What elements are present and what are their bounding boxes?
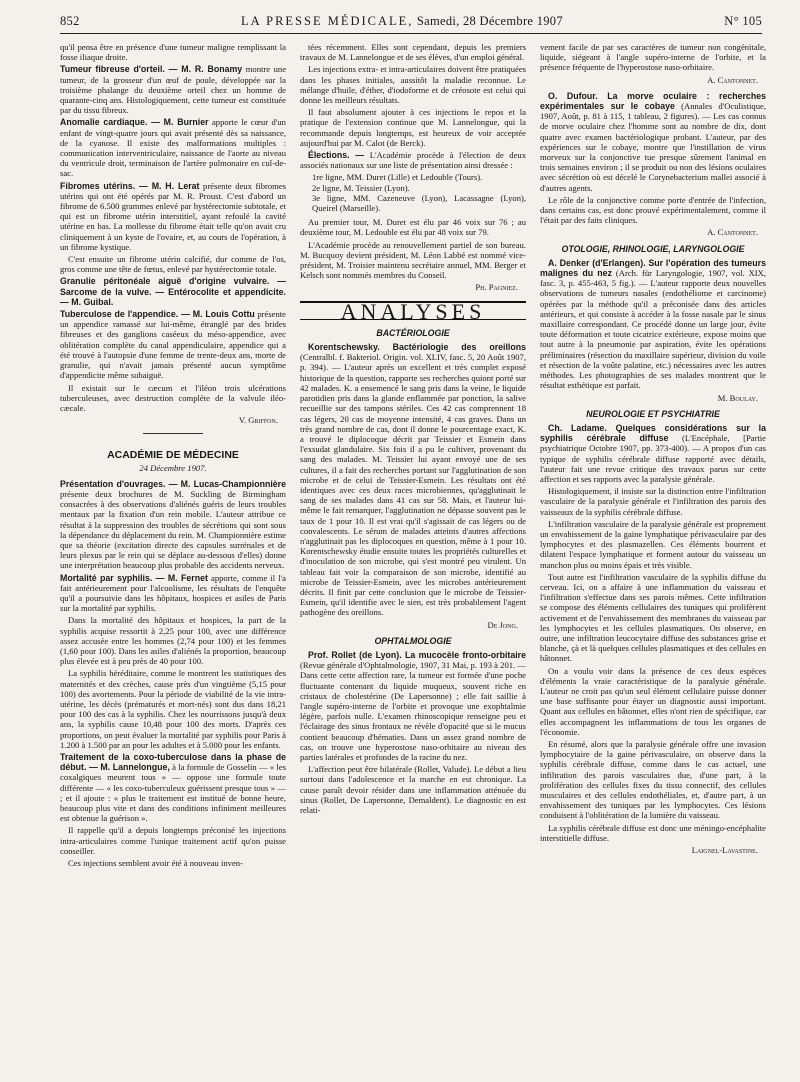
- article-heading: Présentation d'ouvrages. — M. Lucas-Championnière: [60, 478, 286, 489]
- article: [60, 254, 286, 274]
- article-heading: Tuberculose de l'appendice. — M. Louis Cottu: [60, 309, 255, 320]
- article: [60, 181, 286, 252]
- signature: Ph. Pagniez.: [475, 282, 518, 293]
- paragraph: Il faut absolument ajouter à ces injections le repos et la pratique de l'extension continue que M. Lannelongue, qui la recommande depuis longtemps, est heureux de voir acceptée aujourd'hui par M. Calot (de Berck).: [300, 107, 526, 148]
- column-3: [540, 42, 766, 870]
- subsection-title: BACTÉRIOLOGIE: [376, 327, 450, 338]
- article-heading: Korentschewsky. Bactériologie des oreillons: [308, 342, 526, 353]
- paragraph: C'est ensuite un fibrome utérin calcifié, dur comme de l'os, gros comme une tête de fœtus, enlevé par hystérectomie totale.: [60, 254, 286, 275]
- journal-title: LA PRESSE MÉDICALE,: [241, 14, 414, 28]
- article-heading: Traitement de la coxo-tuberculose dans la phase de début. — M. Lannelongue,: [60, 752, 286, 773]
- article: [60, 64, 286, 115]
- issue-number: N° 105: [724, 14, 762, 28]
- list-item: 3e ligne, MM. Cazeneuve (Lyon), Lacassagne (Lyon), Queirel (Marseille).: [312, 192, 526, 214]
- paragraph: Histologiquement, il insiste sur la distinction entre l'infiltration vasculaire de la paralysie générale et l'infiltration des parois des vaisseaux de la syphilis cérébrale diffuse.: [540, 486, 766, 517]
- issue-date: Samedi, 28 Décembre 1907: [416, 14, 563, 28]
- paragraph: (Centralbl. f. Bakteriol. Origin. vol. XLIV, fasc. 5, 20 Août 1907, p. 394). — L'auteur après un excellent et très complet exposé historique de la question, rapporte ses recherches quiont porté sur 42 malades. K. a ensemencé le sang pris dans la veine, le liquide parotidien pris dans la glande enflammée par ponction, la salive recueillie sur des tampons stériles. Ces 42 cas comprennent 18 cas légers, 20 cas de moyenne intensité, 4 cas graves. Dans un très grand nombre de cas, dont il donne le pourcentage exact, K. a trouvé le diplocoque décrit par Teissier et Esmein dans l'exsudat glandulaire. Six fois il a pu le cultiver, provenant du sang des malades. M. Teissier lui ayant envoyé une de ses cultures, il a fait des recherches portant sur l'agglutination de son microbe et de celui de Teissier-Esmein. Les résultats ont été identiques avec ces deux races microbiennes, qu'agglutinait le sang de ses malades dans 41 cas sur 58. Mais, et l'auteur lui-même le fait remarquer, l'agglutination ne dépasse souvent pas le taux de 1 pour 10. Il est vrai qu'il s'agissait de cas légers ou de convalescents. Le sérum de malades atteints d'autres affections n'agglutinait pas les diplocoques en question, même à 1 pour 10. Korentschewsky étudie ensuite toutes les propriétés culturelles et d'inoculation de son microbe, qui s'est montré peu virulent. Un tableau fait voir la comparaison de son microbe, identifié au microbe de Teissier-Esmein, avec les microbes antérieurement décrits. Il finit par cette conclusion que le microbe de Teissier-Esmein, qu'il identifie avec le sien, est très probablement l'agent pathogène des oreillons.: [300, 352, 526, 618]
- paragraph: L'affection peut être bilatérale (Rollet, Valude). Le début a lieu surtout dans l'adolescence et la marche en est chronique. La cause paraît devoir résider dans une inflammation atténuée du sinus (Rollet, De Lapersonne, Demaldent). Le diagnostic en est relati-: [300, 764, 526, 816]
- article: [60, 668, 286, 750]
- paragraph: (Revue générale d'Ophtalmologie, 1907, 31 Mai, p. 193 à 201. — Dans cette cette affection rare, la tumeur est formée d'une poche fluctuante contenant du liquide muqueux, souvent riche en cristaux de cholestérine (De Lapersonne) ; elle fait saillie à l'angle supéro-interne de l'orbite et provoque une exophtalmie légère, parfois nulle. L'examen rhinoscopique renseigne peu et l'éclairage des sinus frontaux ne révèle d'opacité que si le mucus contient beaucoup d'hématies. Dans un assez grand nombre de cas, on trouve une hyperostose naso-orbitaire au niveau des parties latérales et profondes de la racine du nez.: [300, 660, 526, 762]
- paragraph: apporte le cœur d'un enfant de vingt-quatre jours qui avait présenté dès sa naissance, de la cyanose. Il existe des malformations multiples : communication interventriculaire, naissance de l'aorte au niveau du ventricule droit, terminaison de l'artère pulmonaire en cul-de-sac.: [60, 117, 286, 179]
- section-title-academy: ACADÉMIE DE MÉDECINE: [107, 449, 239, 462]
- running-head: [60, 14, 762, 34]
- paragraph: La syphilis héréditaire, comme le montrent les statistiques des maternités et des crèches, cause près d'un vingtième (5,15 pour 100) des avortements. Pour la période de viabilité de la vie intra-utérine, les décès (prématurés et mort-nés) sont dus dans 18,21 pour 100 des cas à la syphilis. Chez les nourrissons jusqu'à deux ans, la syphilis cause 10,48 pour 100 des morts. D'après ces proportions, on peut évaluer la mortalité par syphilis pour Paris à 1.200 à 1.500 par an pour les adultes et à 5.000 pour les enfants.: [60, 668, 286, 750]
- paragraph: Il existait sur le cæcum et l'iléon trois ulcérations tuberculeuses, avec destruction complète de la valvule iléo-cæcale.: [60, 382, 286, 413]
- signature: Laignel-Lavastine.: [691, 845, 758, 856]
- article-heading: Fibromes utérins. — M. H. Lerat: [60, 180, 200, 191]
- subsection-title: NEUROLOGIE ET PSYCHIATRIE: [586, 408, 720, 419]
- signature: A. Cantonnet.: [707, 74, 758, 85]
- signature: M. Boulay.: [717, 392, 758, 403]
- article-heading: Ch. Ladame. Quelques considérations sur la syphilis cérébrale diffuse: [540, 422, 766, 444]
- paragraph: L'Académie procède à l'élection de deux associés nationaux sur une liste de présentation ainsi dressée :: [300, 150, 526, 171]
- article: [60, 276, 286, 307]
- paragraph: On a voulu voir dans la présence de ces deux espèces d'éléments la vraie caractéristique de la paralysie générale. L'auteur ne croit pas qu'un seul élément cellulaire puisse donner une base suffisante pour étayer un diagnostic aussi important. Quant aux cellules en bâtonnet, elles n'ont rien de spécifique, car elles accompagnent les inflammations de tous les organes de l'économie.: [540, 665, 766, 737]
- paragraph: Les injections extra- et intra-articulaires doivent être pratiquées dans les phases initiales, aussitôt la maladie reconnue. Le mélange d'huile, d'éther, d'iodoforme et de créosote est celui qui donne les meilleurs résultats.: [300, 64, 526, 106]
- paragraph: présente un appendice ramassé sur lui-même, étranglé par des brides fibreuses et des ganglions caséeux du méso-appendice, avec oblitération complète du canal appendiculaire, appendice qui a été trouvé à l'autopsie d'une femme de trente-deux ans, morte de granulie, qui n'avait jamais présenté aucun symptôme d'appendicite même subaiguë.: [60, 309, 286, 381]
- article-heading: Anomalie cardiaque. — M. Burnier: [60, 117, 209, 128]
- article-heading: Granulie péritonéale aiguë d'origine vulvaire. — Sarcome de la vulve. — Entérocolite et appendicite. — M. Guibal.: [60, 276, 286, 307]
- divider: [143, 433, 203, 434]
- paragraph: (Arch. für Laryngologie, 1907, vol. XIX, fasc. 3, p. 455-463, 5 fig.). — L'auteur rapporte deux nouvelles observations de tumeurs nasales (endothéliome et carcinome) opérées par la méthode qu'il a préconisée dans des articles antérieurs, et qui consiste à accéder à la fosse nasale par le sinus maxillaire correspondant. Ce procédé donne un large jour, évite toute déformation et toute cicatrice extérieure, expose moins que tout autre à la pneumonie par aspiration, évite les opérations préliminaires (résection du maxillaire supérieur, division du voile et résection de la voûte palatine, etc.) nécessaires avec les autres méthodes. Les photographies de ses malades montrent que le résultat esthétique est parfait.: [540, 268, 766, 391]
- signature: A. Cantonnet.: [707, 227, 758, 238]
- paragraph: montre une tumeur, de la grosseur d'un œuf de poule, développée sur la troisième phalange du deuxième orteil chez un homme de quarante-cinq ans. Histologiquement, cette tumeur est constituée par du tissu fibreux.: [60, 64, 287, 116]
- article-heading: Tumeur fibreuse d'orteil. — M. R. Bonamy: [60, 64, 243, 75]
- paragraph: En résumé, alors que la paralysie générale offre une invasion lymphocytaire de la gaine périvasculaire, on observe dans la syphilis cérébrale diffuse, comme dans le cas actuel, une infiltration des parois vasculaires due, d'une part, à la prolifération des cellules fixes du tissu connectif, des cellules musculaires et des cellules endothéliales, et, d'autre part, à un envahissement des tuniques par les lymphocytes. Ces lésions conduisent à l'oblitération de la lumière du vaisseau.: [540, 739, 766, 821]
- paragraph: qu'il pensa être en présence d'une tumeur maligne remplissant la fosse iliaque droite.: [60, 42, 286, 63]
- paragraph: apporte, comme il l'a fait antérieurement pour l'alcoolisme, les résultats de l'enquête qu'il a poursuivie dans les hôpitaux, hospices et asiles de Paris sur la mortalité par syphilis.: [60, 572, 286, 614]
- subsection-title: OPHTALMOLOGIE: [374, 635, 452, 646]
- page-number: 852: [60, 14, 80, 28]
- paragraph: Le rôle de la conjonctive comme porte d'entrée de l'infection, dans certains cas, est donc prouvé expérimentalement, comme il l'était par des faits cliniques.: [540, 194, 766, 226]
- article: [60, 858, 286, 868]
- paragraph: La syphilis cérébrale diffuse est donc une méningo-encéphalite interstitielle diffuse.: [540, 822, 766, 843]
- paragraph: L'infiltration vasculaire de la paralysie générale est proprement un envahissement de la gaine lymphatique périvasculaire par des lymphocytes et des plasmazellen. Ces éléments bourrent et dilatent l'espace lymphatique et forment autour du vaisseau un manchon plus ou moins épais et très visible.: [540, 518, 766, 570]
- paragraph: à la formule de Gosselin — « les coxalgiques meurent tous » — oppose une formule toute différente — « les coxo-tuberculeux guérissent presque tous » — ; et il ajoute : « plus le traitement est institué de bonne heure, beaucoup plus vite et dans des conditions infiniment meilleures est obtenue la guérison ».: [60, 762, 287, 824]
- article: [60, 479, 286, 571]
- article: [60, 383, 286, 414]
- column-1: [60, 42, 286, 870]
- paragraph: présente deux brochures de M. Suckling de Birmingham consacrées à des observations d'aliénés guéris de leurs troubles mentaux par la fixation d'un rein mobile. L'auteur attribue ce résultat à la suppression des troubles de sécrétions qui sont sous la dépendance du déplacement du rein. M. Championnière estime que sa théorie (excitation directe des capsules surrénales et de leurs plexus par le rein qui se déplace au-dessous d'elles) donne une interprétation beaucoup plus probable des accidents nerveux.: [60, 488, 286, 571]
- article-heading: A. Denker (d'Erlangen). Sur l'opération des tumeurs malignes du nez: [540, 257, 766, 279]
- paragraph: Tout autre est l'infiltration vasculaire de la syphilis diffuse du cerveau. Ici, on a affaire à une inflammation du vaisseau et l'infiltration s'effectue dans ses parois mêmes. Cette infiltration se compose des éléments cellulaires des tuniques qui prolifèrent activement et de l'envahissement des membranes du vaisseau par les lymphocytes et les cellules plasmatiques. On observe, en outre, une infiltration leucocytaire diffuse des substances grise et blanche, çà et là quelques cellules plasmatiques et des cellules en bâtonnet.: [540, 571, 766, 664]
- signature: V. Griffon.: [238, 415, 278, 426]
- article: [60, 117, 286, 178]
- article: [60, 825, 286, 856]
- section-date: 24 Décembre 1907.: [139, 462, 207, 473]
- article: [60, 752, 286, 823]
- list-item: 1re ligne, MM. Duret (Lille) et Ledouble (Tours).: [312, 172, 483, 183]
- paragraph: tées récemment. Elles sont cependant, depuis les premiers travaux de M. Lannelongue et de ses élèves, d'un emploi général.: [300, 42, 526, 63]
- signature: De Jong.: [487, 619, 518, 630]
- article: [60, 573, 286, 614]
- paragraph: présente deux fibromes utérins qui ont été opérés par M. R. Proust. C'est d'abord un fibrome de 6.500 grammes enlevé par hystérectomie subtotale, et qui est un fibrome utérin interstitiel, ayant refoulé la cavité utérine en bas. La mollesse du fibrome était telle qu'on avait cru cliniquement à un kyste de l'ovaire, et, au cours de l'opération, à un fibrome kystique.: [60, 180, 286, 252]
- analyses-banner: ANALYSES: [300, 301, 526, 320]
- article-heading: Prof. Rollet (de Lyon). La mucocèle fronto-orbitaire: [308, 649, 526, 660]
- article: [60, 309, 286, 380]
- paragraph: (Annales d'Oculistique, 1907, Août, p. 81 à 115, 1 tableau, 2 figures). — Les cas connus de morve oculaire chez l'homme sont au nombre de dix, dont quatre avec examen bactériologique probant. L'auteur, par des expériences sur le cobaye, montre que l'instillation de virus morveux sur la conjonctive tue presque sûrement l'animal en trois semaines environ ; il se produit ou non des lésions oculaires avec sécrétion où est décelé le Corynebacterium mallei associé à d'autres agents.: [540, 101, 766, 193]
- paragraph: L'Académie procède au renouvellement partiel de son bureau. M. Bucquoy devient président, M. Léon Labbé est nommé vice-président, M. Troisier maintenu secrétaire annuel, MM. Berger et Kelsch sont nommés membres du Conseil.: [300, 239, 526, 281]
- paragraph: (L'Encéphale, [Partie psychiatrique Octobre 1907, pp. 373-400). — A propos d'un cas typique de syphilis cérébrale diffuse rapporté avec détails, l'auteur fait une revue critique des travaux parus sur cette affection et ses rapports avec la paralysie générale.: [540, 433, 766, 484]
- paragraph: Dans la mortalité des hôpitaux et hospices, la part de la syphilis acquise ressortit à 2,25 pour 100, avec une différence assez accusée entre les hommes (2,74 pour 100) et les femmes (1,60 pour 100). Dans les asiles d'aliénés la proportion, beaucoup plus élevée est à peu près de 40 pour 100.: [60, 615, 286, 667]
- subsection-title: OTOLOGIE, RHINOLOGIE, LARYNGOLOGIE: [561, 243, 745, 254]
- article-heading: O. Dufour. La morve oculaire : recherches expérimentales sur le cobaye: [540, 90, 766, 112]
- paragraph: vement facile de par ses caractères de tumeur non congénitale, liquide, siégeant à l'angle supéro-interne de l'orbite, et la présence fréquente de l'hyperostose naso-orbitaire.: [540, 42, 766, 73]
- list-item: 2e ligne, M. Teissier (Lyon).: [312, 182, 410, 193]
- article-heading: Mortalité par syphilis. — M. Fernet: [60, 572, 208, 583]
- article-heading: Élections. —: [308, 150, 365, 161]
- article: [60, 615, 286, 666]
- paragraph: Ces injections semblent avoir été à nouveau inven-: [68, 858, 243, 869]
- paragraph: Il rappelle qu'il a depuis longtemps préconisé les injections intra-articulaires comme l'unique traitement actif qu'on puisse conseiller.: [60, 825, 286, 856]
- paragraph: Au premier tour, M. Duret est élu par 46 voix sur 76 ; au deuxième tour, M. Ledouble est élu par 48 voix sur 79.: [300, 217, 526, 238]
- column-2: [300, 42, 526, 870]
